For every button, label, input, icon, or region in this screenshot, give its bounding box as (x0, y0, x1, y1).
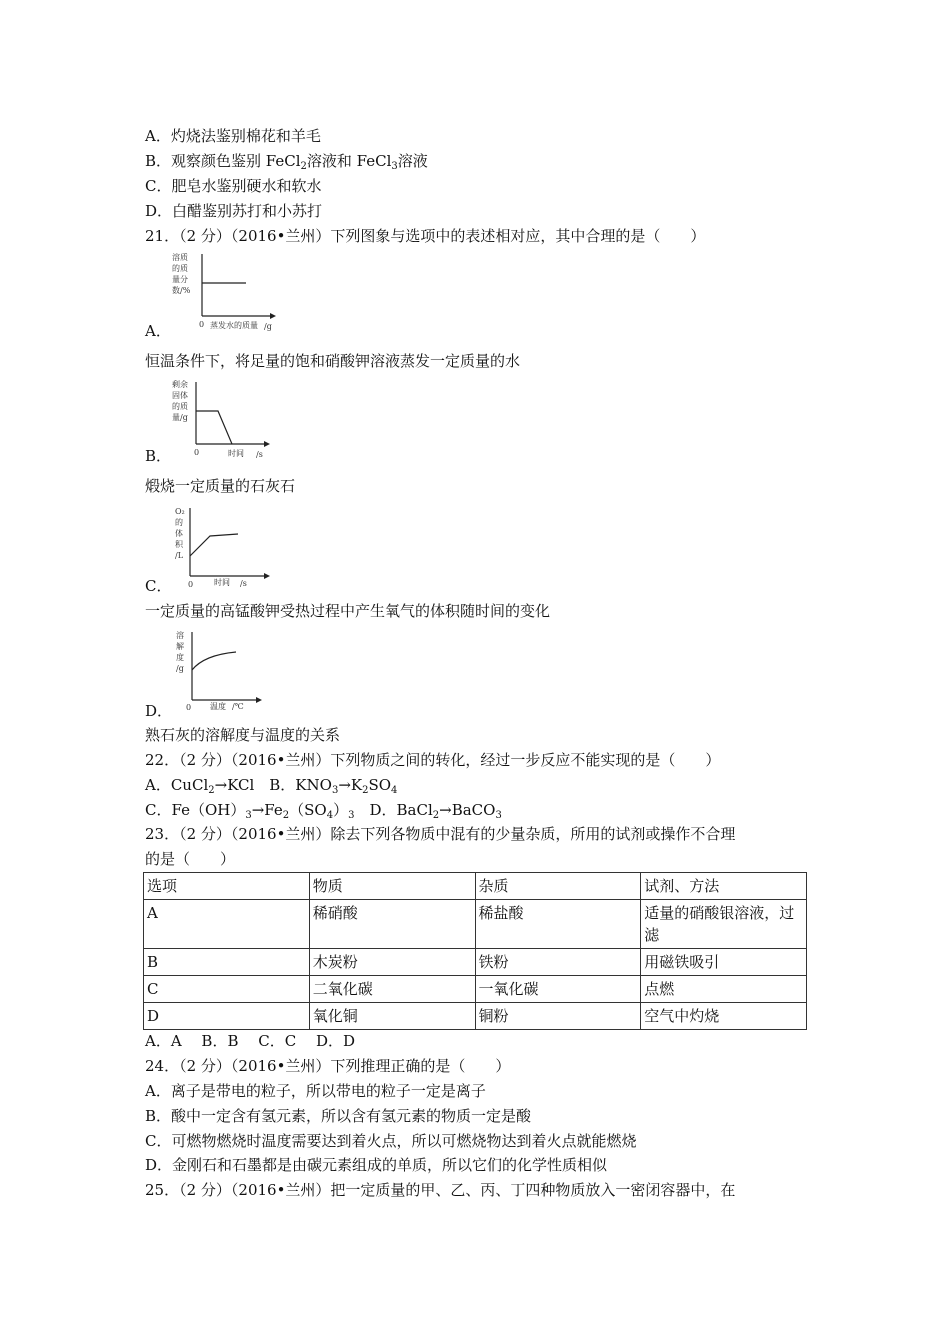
q24-option-a: A．离子是带电的粒子，所以带电的粒子一定是离子 (145, 1082, 486, 1100)
q22-options-cd: C．$Fe(OH)_3\to Fe_2(SO_4)_3$ D．BaCl$_2$→BaCO$_3$ (145, 801, 502, 821)
table-row (144, 900, 807, 949)
svg-text:蒸发水的质量: 蒸发水的质量 (210, 321, 258, 330)
q23-stem-line2: 的是（ ） (145, 850, 236, 868)
svg-text:/℃: /℃ (232, 702, 244, 711)
table-cell: 适量的硝酸银溶液，过滤 (641, 900, 807, 949)
table-cell: 铁粉 (475, 949, 641, 976)
q21-option-d-desc: 熟石灰的溶解度与温度的关系 (145, 726, 341, 744)
svg-text:/g: /g (264, 322, 272, 331)
q24-option-c: C．可燃物燃烧时温度需要达到着火点，所以可燃烧物达到着火点就能燃烧 (145, 1132, 637, 1150)
q21-graph-b (170, 378, 280, 460)
q24-stem: 24．（2 分）（2016•兰州）下列推理正确的是（ ） (145, 1057, 511, 1075)
svg-text:度: 度 (176, 653, 184, 662)
q21-option-b-label: B． (145, 447, 172, 465)
svg-text:时间: 时间 (228, 449, 244, 458)
q20-option-c: C．肥皂水鉴别硬水和软水 (145, 177, 322, 195)
q23-choices: A．A B．B C．C D．D (145, 1032, 356, 1050)
table-row (144, 949, 807, 976)
svg-text:量/g: 量/g (172, 413, 188, 422)
q21-graph-d (170, 628, 280, 712)
q21-stem: 21．（2 分）（2016•兰州）下列图象与选项中的表述相对应，其中合理的是（ ） (145, 227, 706, 245)
q25-stem: 25．（2 分）（2016•兰州）把一定质量的甲、乙、丙、丁四种物质放入一密闭容器中，在 (145, 1181, 736, 1199)
table-header-cell: 选项 (144, 873, 310, 900)
q20-option-b: B．观察颜色鉴别 FeCl$_2$溶液和 FeCl$_3$溶液 (145, 152, 428, 172)
q21-option-d-label: D． (145, 702, 173, 720)
q21-graph-c (170, 504, 280, 588)
svg-text:/L: /L (175, 551, 184, 560)
svg-text:的质: 的质 (172, 264, 188, 273)
table-cell: 稀盐酸 (475, 900, 641, 949)
svg-text:量分: 量分 (172, 275, 188, 284)
svg-text:0: 0 (188, 580, 194, 588)
q21-option-a-desc: 恒温条件下，将足量的饱和硝酸钾溶液蒸发一定质量的水 (145, 352, 521, 370)
table-cell: B (144, 949, 310, 976)
svg-text:时间: 时间 (214, 578, 230, 587)
table-cell: 氧化铜 (309, 1003, 475, 1030)
svg-text:体: 体 (175, 529, 183, 538)
table-cell: 铜粉 (475, 1003, 641, 1030)
svg-text:/g: /g (176, 664, 184, 673)
q20-option-d: D．白醋鉴别苏打和小苏打 (145, 202, 323, 220)
table-header-row (144, 873, 807, 900)
table-cell: C (144, 976, 310, 1003)
table-cell: D (144, 1003, 310, 1030)
table-row (144, 1003, 807, 1030)
svg-text:积: 积 (175, 540, 183, 549)
q23-table (143, 872, 807, 1030)
table-cell: 二氧化碳 (309, 976, 475, 1003)
q21-option-b-desc: 煅烧一定质量的石灰石 (145, 477, 296, 495)
q21-graph-a (170, 250, 280, 332)
svg-text:/s: /s (240, 579, 247, 588)
svg-text:的: 的 (175, 518, 183, 527)
svg-text:解: 解 (176, 642, 184, 651)
svg-text:的质: 的质 (172, 402, 188, 411)
q22-options-ab: A．CuCl$_2$→KCl B．$KNO_3\to K_2SO_4$ (145, 776, 398, 796)
table-cell: 空气中灼烧 (641, 1003, 807, 1030)
svg-text:固体: 固体 (172, 391, 188, 400)
table-header-cell: 试剂、方法 (641, 873, 807, 900)
svg-text:温度: 温度 (210, 702, 226, 711)
q22-stem: 22．（2 分）（2016•兰州）下列物质之间的转化，经过一步反应不能实现的是（ ） (145, 751, 721, 769)
svg-text:0: 0 (194, 448, 200, 457)
table-cell: 点燃 (641, 976, 807, 1003)
table-cell: 用磁铁吸引 (641, 949, 807, 976)
svg-text:0: 0 (186, 703, 192, 712)
table-cell: A (144, 900, 310, 949)
q21-option-a-label: A． (145, 322, 171, 340)
table-cell: 稀硝酸 (309, 900, 475, 949)
svg-text:/s: /s (256, 450, 263, 459)
q20-option-a: A．灼烧法鉴别棉花和羊毛 (145, 127, 321, 145)
svg-text:溶: 溶 (176, 631, 184, 640)
table-header-cell: 物质 (309, 873, 475, 900)
q23-stem-line1: 23．（2 分）（2016•兰州）除去下列各物质中混有的少量杂质，所用的试剂或操作不合理 (145, 825, 736, 843)
svg-text:溶质: 溶质 (172, 253, 188, 262)
table-header-cell: 杂质 (475, 873, 641, 900)
svg-text:0: 0 (199, 320, 205, 329)
svg-text:数/%: 数/% (172, 286, 191, 295)
svg-text:O₂: O₂ (175, 507, 185, 516)
table-cell: 一氧化碳 (475, 976, 641, 1003)
q21-option-c-label: C． (145, 577, 172, 595)
q24-option-d: D．金刚石和石墨都是由碳元素组成的单质，所以它们的化学性质相似 (145, 1156, 608, 1174)
svg-text:剩余: 剩余 (172, 380, 188, 389)
table-cell: 木炭粉 (309, 949, 475, 976)
table-row (144, 976, 807, 1003)
q21-option-c-desc: 一定质量的高锰酸钾受热过程中产生氧气的体积随时间的变化 (145, 602, 551, 620)
q24-option-b: B．酸中一定含有氢元素，所以含有氢元素的物质一定是酸 (145, 1107, 532, 1125)
